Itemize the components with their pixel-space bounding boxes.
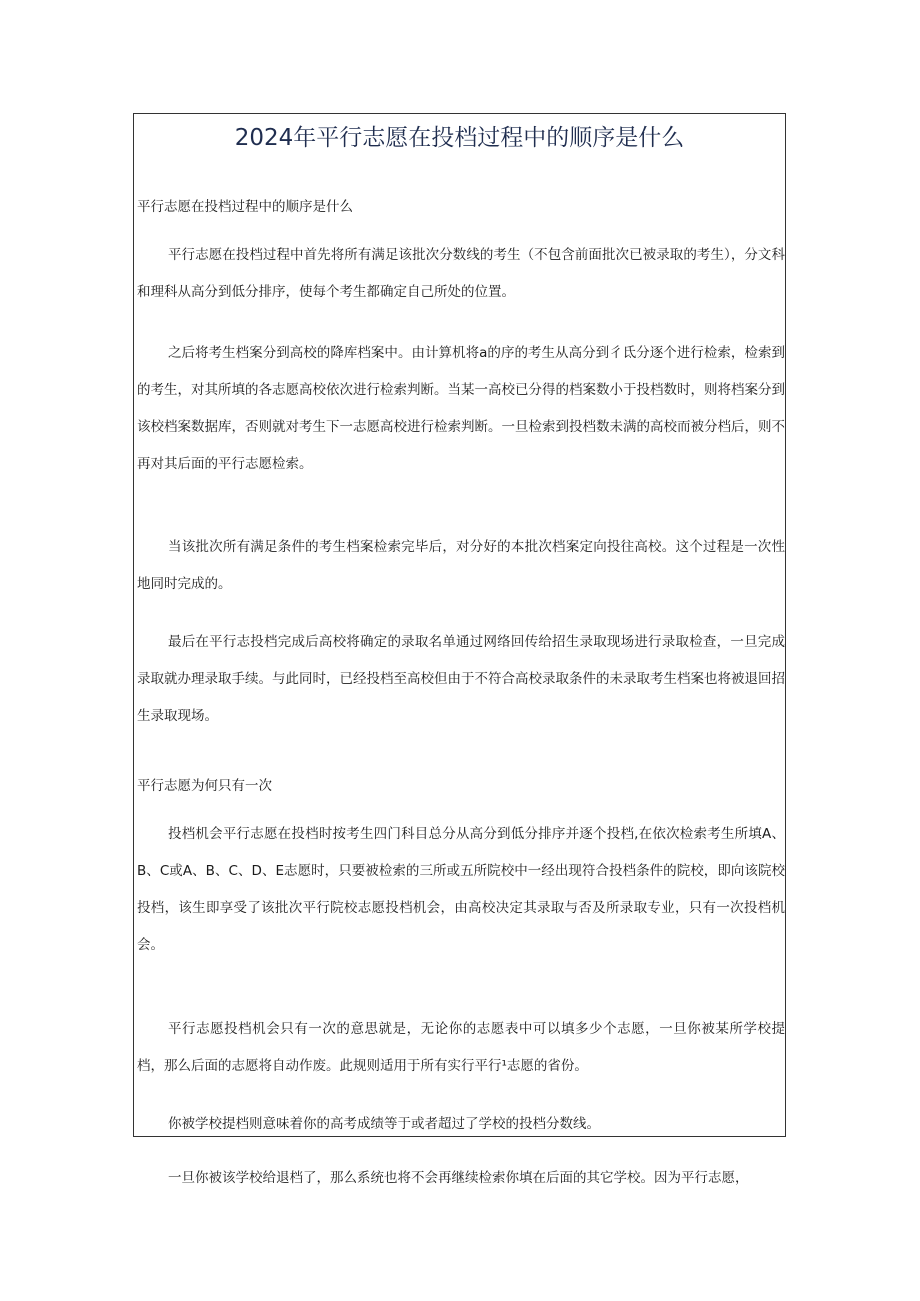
paragraph-auto-void: 平行志愿投档机会只有一次的意思就是，无论你的志愿表中可以填多少个志愿，一旦你被某所学校提档，那么后面的志愿将自动作废。此规则适用于所有实行平行¹志愿的省份。: [137, 1021, 785, 1074]
paragraph-retrieval: 之后将考生档案分到高校的降库档案中。由计算机将a的序的考生从高分到彳氐分逐个进行检索，检索到的考生，对其所填的各志愿高校依次进行检索判断。当某一高校已分得的档案数小于投档数时，则将档案分到该校档案数据库，否则就对考生下一志愿高校进行检索判断。一旦检索到投档数未满的高校而被分档后，则不再对其后面的平行志愿检索。: [137, 345, 785, 472]
section-heading-order: 平行志愿在投档过程中的顺序是什么: [137, 199, 353, 215]
paragraph-rejection: 一旦你被该学校给退档了，那么系统也将不会再继续检索你填在后面的其它学校。因为平行志愿，: [168, 1170, 749, 1186]
paragraph-sorting: 平行志愿在投档过程中首先将所有满足该批次分数线的考生（不包含前面批次已被录取的考生），分文科和理科从高分到低分排序，使每个考生都确定自己所处的位置。: [137, 247, 785, 300]
paragraph-one-chance: 投档机会平行志愿在投档时按考生四门科目总分从高分到低分排序并逐个投档,在依次检索考生所填A、B、C或A、B、C、D、E志愿时，只要被检索的三所或五所院校中一经出现符合投档条件的院校，即向该院校投档，该生即享受了该批次平行院校志愿投档机会，由高校决定其录取与否及所录取专业，只有一次投档机会。: [137, 826, 785, 953]
paragraph-score-line: 你被学校提档则意味着你的高考成绩等于或者超过了学校的投档分数线。: [168, 1116, 600, 1132]
document-title: 2024年平行志愿在投档过程中的顺序是什么: [234, 125, 685, 151]
paragraph-admission-check: 最后在平行志投档完成后高校将确定的录取名单通过网络回传给招生录取现场进行录取检查，一旦完成录取就办理录取手续。与此同时，已经投档至高校但由于不符合高校录取条件的未录取考生档案也将被退回招生录取现场。: [137, 634, 785, 724]
paragraph-delivery: 当该批次所有满足条件的考生档案检索完毕后，对分好的本批次档案定向投往高校。这个过程是一次性地同时完成的。: [137, 539, 785, 592]
section-heading-only-once: 平行志愿为何只有一次: [137, 778, 272, 794]
